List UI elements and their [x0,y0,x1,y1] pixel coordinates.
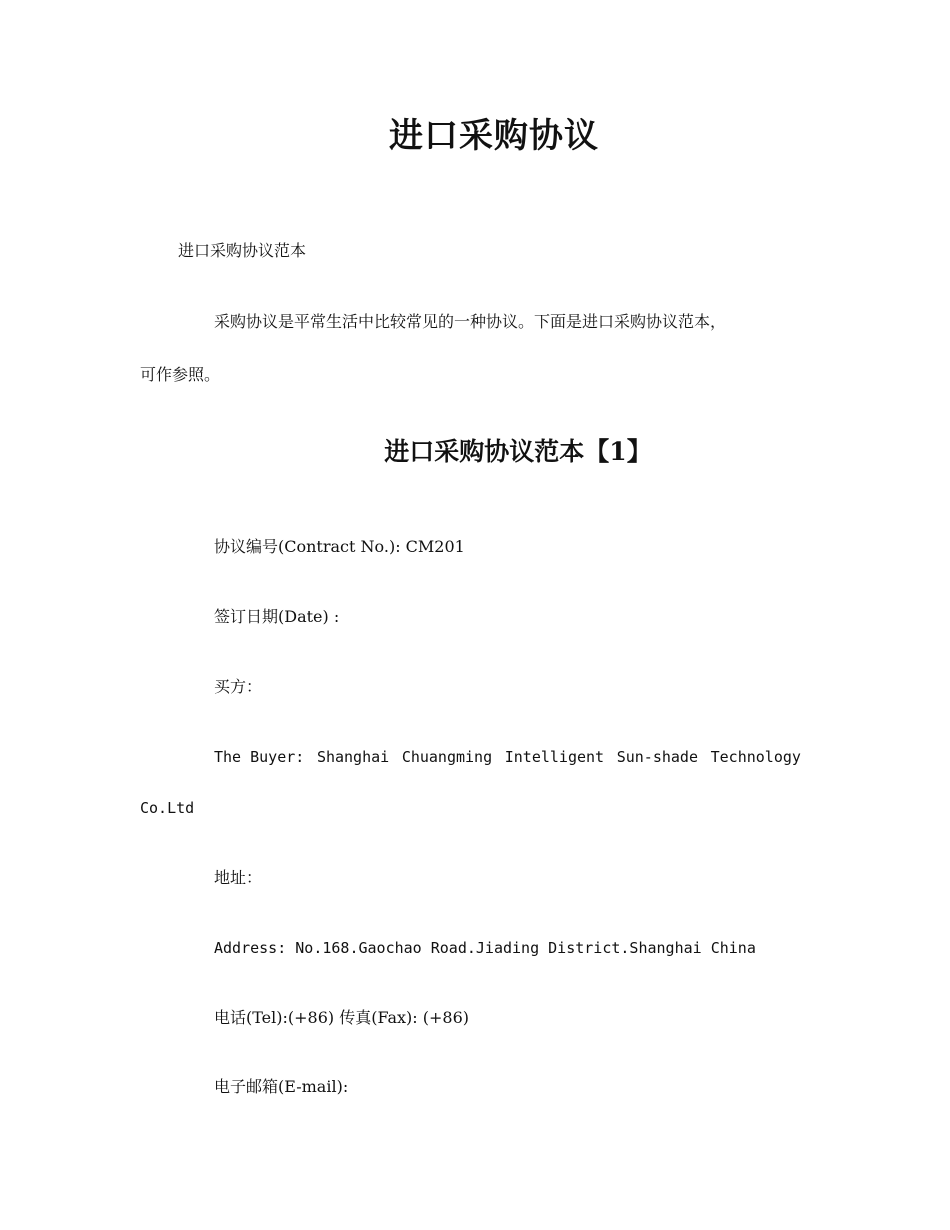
subtitle-line: 进口采购协议范本 [178,241,307,260]
section-title: 进口采购协议范本【1】 [384,437,652,466]
intro-paragraph-line-2: 可作参照。 [140,365,221,384]
address-label: 地址： [214,868,263,887]
contract-number-text: 协议编号(Contract No.): CM201 [214,537,465,556]
buyer-word: Technology [710,748,801,766]
buyer-word: Chuangming [401,748,493,766]
buyer-word: Intelligent [504,748,605,766]
buyer-word: Sun-shade [616,748,698,766]
buyer-label: 买方： [214,677,263,696]
buyer-word: The Buyer: [214,748,305,766]
document-title: 进口采购协议 [389,116,599,156]
buyer-word: Shanghai [316,748,390,766]
email-line: 电子邮箱(E-mail): [214,1077,349,1096]
contract-number-line [214,535,465,559]
address-english-line: Address: No.168.Gaochao Road.Jiading District.Shanghai China [214,939,756,957]
buyer-english-line [214,745,801,769]
buyer-english-continuation: Co.Ltd [140,799,195,817]
intro-paragraph-line-1: 采购协议是平常生活中比较常见的一种协议。下面是进口采购协议范本， [214,312,727,331]
tel-fax-line: 电话(Tel):(+86) 传真(Fax): (+86) [214,1008,470,1027]
date-line: 签订日期(Date) : [214,607,340,626]
